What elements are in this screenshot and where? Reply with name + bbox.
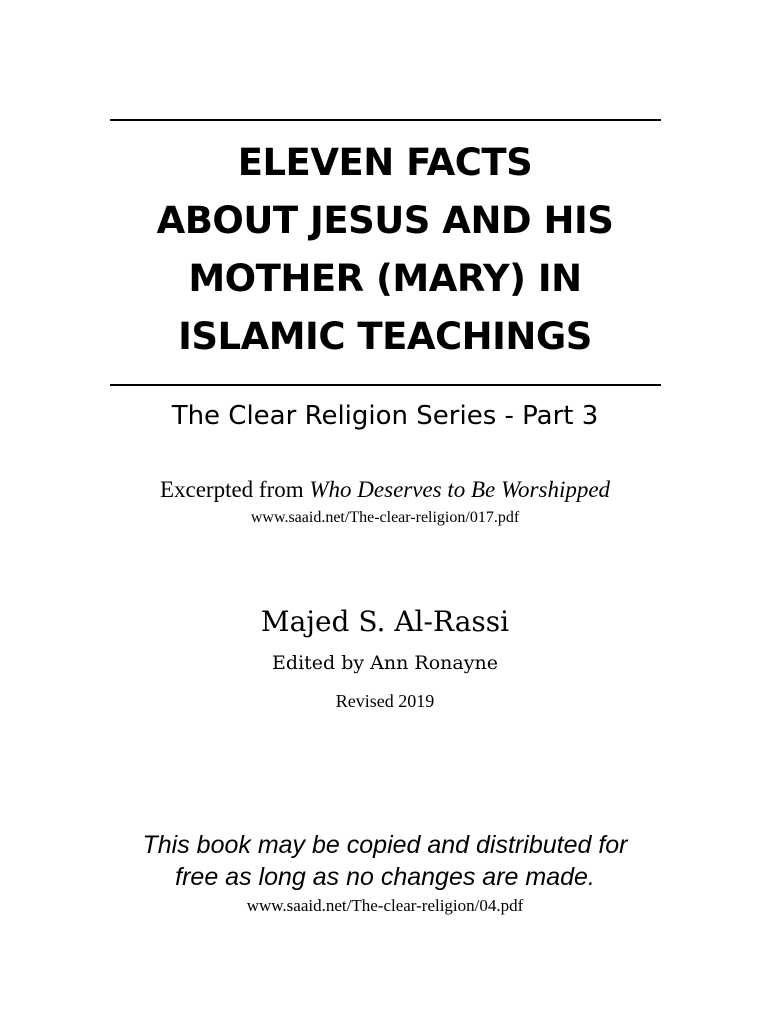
- excerpt-prefix: Excerpted from: [159, 477, 310, 502]
- excerpt-source-title: Who Deserves to Be Worshipped: [309, 477, 611, 502]
- title-line: ISLAMIC TEACHINGS: [178, 315, 592, 358]
- book-title: [60, 134, 710, 366]
- title-line: MOTHER (MARY) IN: [188, 257, 582, 300]
- series-subtitle: The Clear Religion Series - Part 3: [171, 401, 599, 431]
- copy-notice: [60, 829, 710, 893]
- excerpt-source: [40, 474, 730, 506]
- bottom-rule: [110, 384, 661, 386]
- excerpt-url: www.saaid.net/The-clear-religion/017.pdf: [250, 509, 520, 526]
- editor-credit: Edited by Ann Ronayne: [272, 652, 498, 674]
- revision-date: Revised 2019: [335, 691, 435, 711]
- author-name: Majed S. Al-Rassi: [260, 605, 510, 638]
- notice-line: free as long as no changes are made.: [175, 863, 595, 891]
- top-rule: [110, 119, 661, 121]
- notice-line: This book may be copied and distributed for: [142, 831, 628, 859]
- title-line: ABOUT JESUS AND HIS: [156, 199, 614, 242]
- title-line: ELEVEN FACTS: [237, 141, 533, 184]
- notice-url: www.saaid.net/The-clear-religion/04.pdf: [246, 896, 524, 915]
